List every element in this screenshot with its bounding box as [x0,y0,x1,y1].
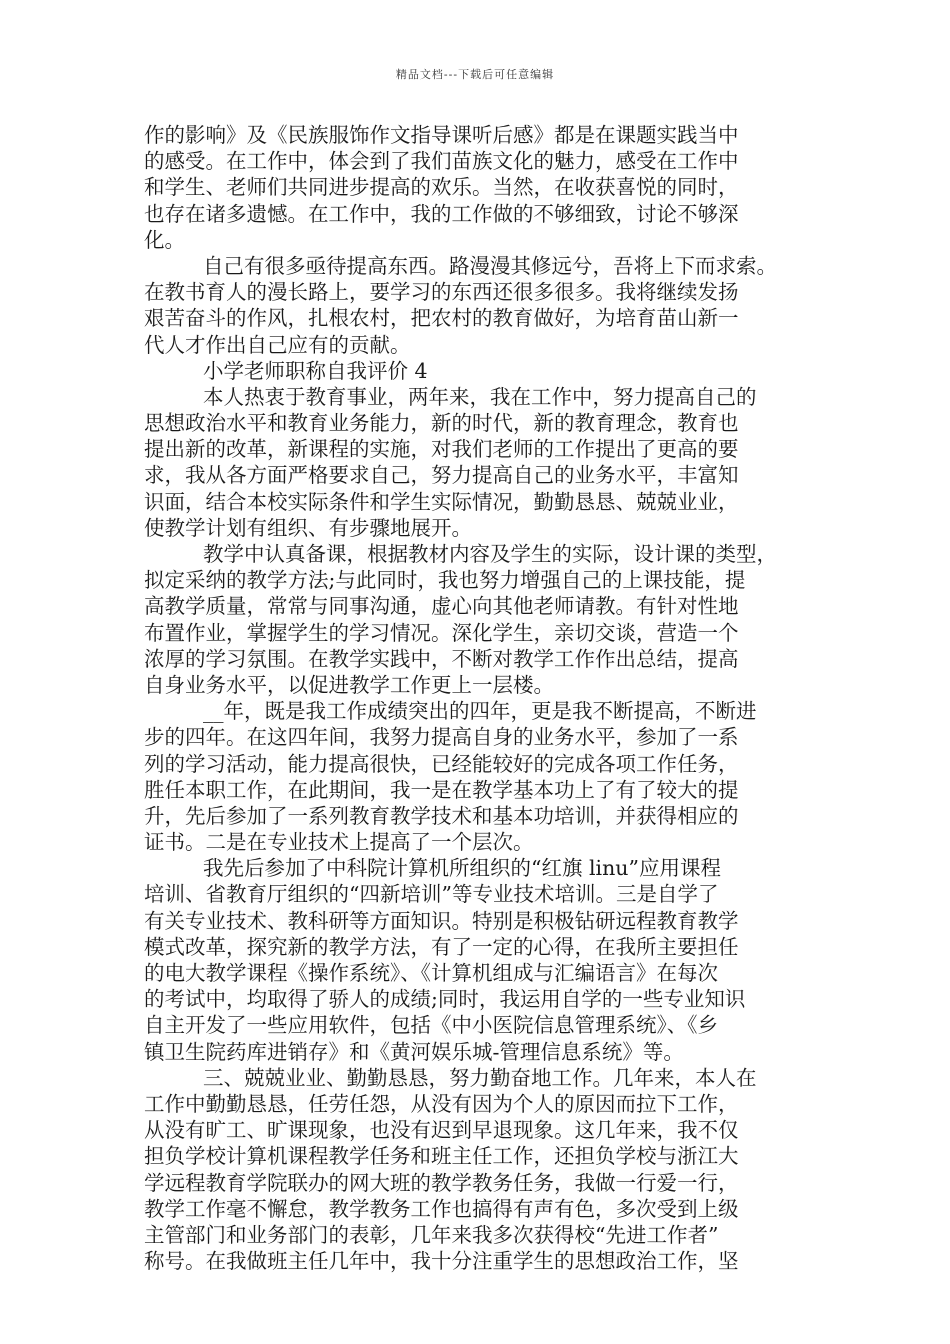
text-line: 主管部门和业务部门的表彰，几年来我多次获得校“先进工作者” [144,1222,719,1247]
text-line: 模式改革，探究新的教学方法，有了一定的心得，在我所主要担任 [144,934,739,959]
text-line: 称号。在我做班主任几年中，我十分注重学生的思想政治工作，坚 [144,1249,739,1274]
page-header: 精品文档---下载后可任意编辑 [395,68,555,81]
text-line: 代人才作出自己应有的贡献。 [144,332,411,357]
text-line: 艰苦奋斗的作风，扎根农村，把农村的教育做好，为培育苗山新一 [144,306,739,331]
text-line: 浓厚的学习氛围。在教学实践中，不断对教学工作作出总结，提高 [144,646,739,671]
text-line: 镇卫生院药库进销存》和《黄河娱乐城-管理信息系统》等。 [144,1039,684,1064]
text-line: 求，我从各方面严格要求自己，努力提高自己的业务水平，丰富知 [144,463,739,488]
text-line: 自身业务水平，以促进教学工作更上一层楼。 [144,672,554,697]
text-line: 本人热衷于教育事业，两年来，我在工作中，努力提高自己的 [203,384,757,409]
text-line: 自主开发了一些应用软件，包括《中小医院信息管理系统》、《乡 [144,1013,718,1038]
text-line: 自己有很多亟待提高东西。路漫漫其修远兮，吾将上下而求索。 [203,253,777,278]
text-line: 布置作业，掌握学生的学习情况。深化学生，亲切交谈，营造一个 [144,620,739,645]
text-line: 思想政治水平和教育业务能力，新的时代，新的教育理念，教育也 [144,411,739,436]
text-line: 升，先后参加了一系列教育教学技术和基本功培训，并获得相应的 [144,803,739,828]
text-line: 胜任本职工作，在此期间，我一是在教学基本功上了有了较大的提 [144,777,739,802]
text-line: 高教学质量，常常与同事沟通，虚心向其他老师请教。有针对性地 [144,594,739,619]
text-line: 识面，结合本校实际条件和学生实际情况，勤勤恳恳、兢兢业业， [144,489,739,514]
text-line: 和学生、老师们共同进步提高的欢乐。当然，在收获喜悦的同时， [144,175,739,200]
text-line: 工作中勤勤恳恳，任劳任怨，从没有因为个人的原因而拉下工作， [144,1091,739,1116]
text-line: __年，既是我工作成绩突出的四年，更是我不断提高，不断进 [203,699,757,724]
text-line: 提出新的改革，新课程的实施，对我们老师的工作提出了更高的要 [144,437,739,462]
text-line: 的考试中，均取得了骄人的成绩;同时，我运用自学的一些专业知识 [144,987,746,1012]
text-line: 的感受。在工作中，体会到了我们苗族文化的魅力，感受在工作中 [144,149,739,174]
text-line: 培训、省教育厅组织的“四新培训”等专业技术培训。三是自学了 [144,882,719,907]
text-line: 小学老师职称自我评价 4 [203,358,428,383]
text-line: 化。 [144,227,185,252]
text-line: 拟定采纳的教学方法;与此同时，我也努力增强自己的上课技能，提 [144,568,746,593]
text-line: 步的四年。在这四年间，我努力提高自身的业务水平，参加了一系 [144,725,739,750]
text-line: 从没有旷工、旷课现象，也没有迟到早退现象。这几年来，我不仅 [144,1118,739,1143]
text-line: 使教学计划有组织、有步骤地展开。 [144,515,472,540]
text-line: 教学中认真备课，根据教材内容及学生的实际，设计课的类型， [203,542,777,566]
text-line: 有关专业技术、教科研等方面知识。特别是积极钻研远程教育教学 [144,908,739,933]
text-line: 担负学校计算机课程教学任务和班主任工作，还担负学校与浙江大 [144,1144,739,1169]
text-line: 的电大教学课程《操作系统》、《计算机组成与汇编语言》在每次 [144,961,718,985]
text-line: 教学工作毫不懈怠，教学教务工作也搞得有声有色，多次受到上级 [144,1196,739,1221]
text-line: 证书。二是在专业技术上提高了一个层次。 [144,830,534,855]
text-line: 学远程教育学院联办的网大班的教学教务任务，我做一行爱一行， [144,1170,739,1195]
text-line: 作的影响》及《民族服饰作文指导课听后感》都是在课题实践当中 [144,123,739,147]
text-line: 我先后参加了中科院计算机所组织的“红旗 linu”应用课程 [203,856,721,881]
document-body [144,122,812,1274]
text-line: 三、兢兢业业、勤勤恳恳，努力勤奋地工作。几年来，本人在 [203,1065,757,1090]
text-line: 在教书育人的漫长路上，要学习的东西还很多很多。我将继续发扬 [144,280,739,305]
text-line: 列的学习活动，能力提高很快，已经能较好的完成各项工作任务， [144,751,739,776]
text-line: 也存在诸多遗憾。在工作中，我的工作做的不够细致，讨论不够深 [144,201,739,226]
